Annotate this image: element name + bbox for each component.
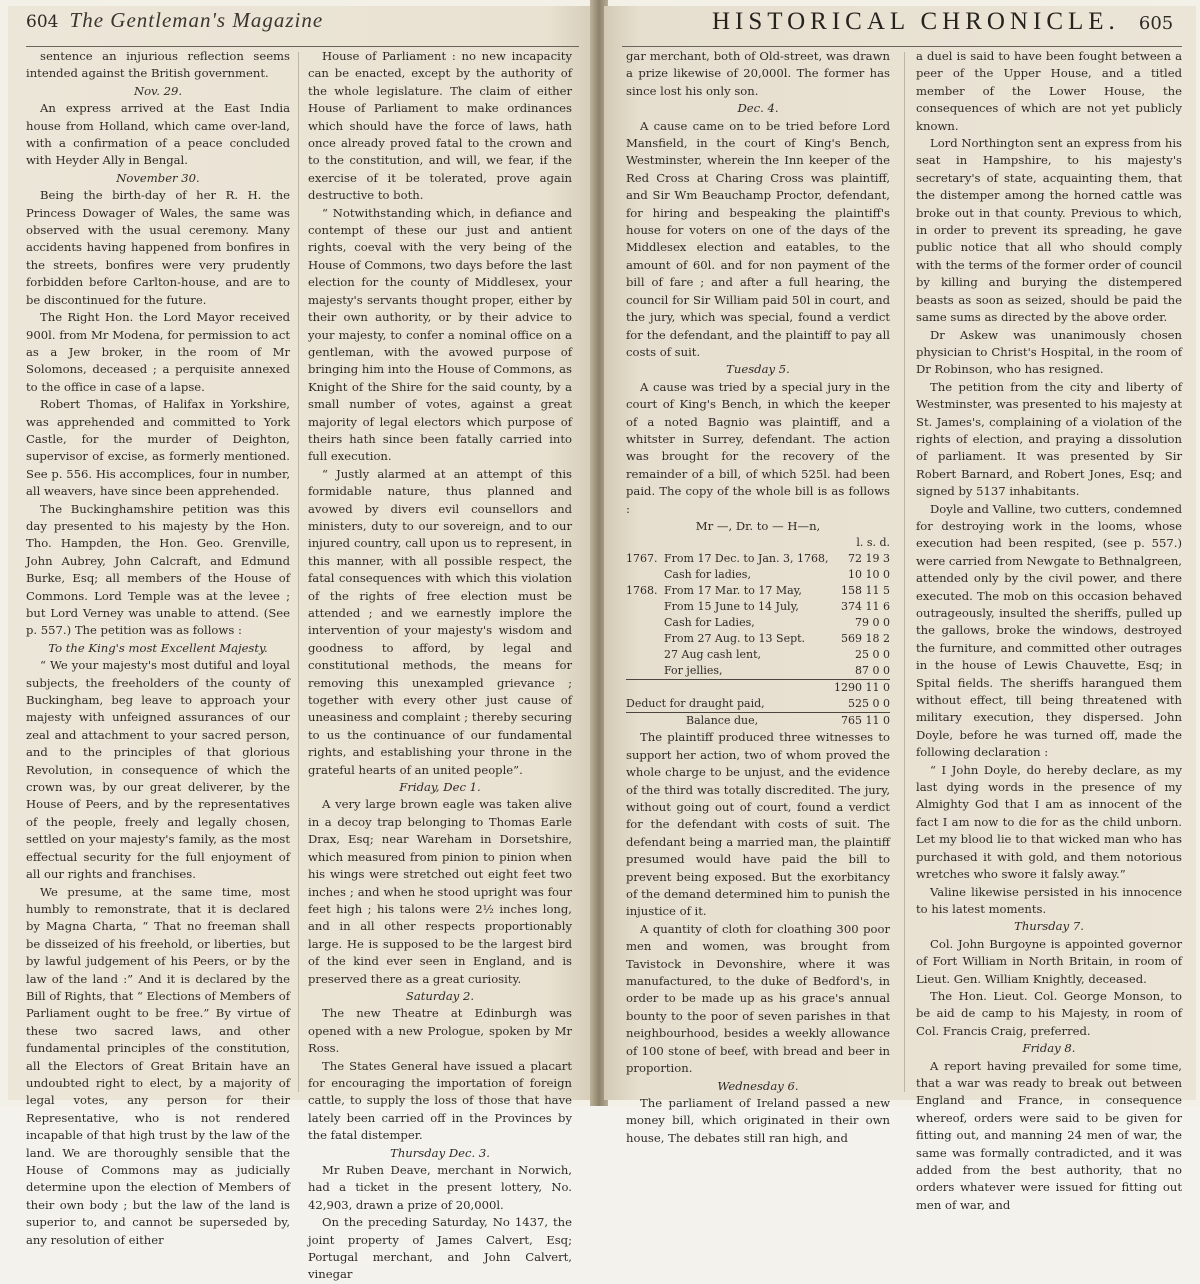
news-paragraph: The new Theatre at Edinburgh was opened with a new Prologue, spoken by Mr Ross. — [308, 1006, 572, 1056]
news-paragraph: We presume, at the same time, most humbly to remonstrate, that it is declared by Magna Charta, “ That no freeman shall be disseized of his freehold, or liberties, but by lawful judgement of his Peers, or by the law of the land :” And it is declared by the Bill of Rights, that “ Elections of Members of Parliament ought to be free.” By virtue of these two sacred laws, and other fundamental principles of the constitution, all the Electors of Great Britain have an undoubted right to elect, by a majority of legal votes, any person for their Representative, who is not rendered incapable of that high trust by the law of the land. We are thoroughly sensible that the House of Commons may as judicially determine upon the election of Members of their own body ; but the law of the land is superior to, and cannot be superseded by, any resolution of either — [26, 884, 290, 1247]
bill-table — [626, 535, 890, 729]
news-paragraph: Lord Northington sent an express from his seat in Hampshire, to his majesty's secretary's of state, acquainting them, that the distemper among the horned cattle was broke out in that county. Previous to which, in order to prevent its spreading, he gave public notice that all who should comply with the terms of the former order of council by killing and burying the distempered beasts as soon as seized, should be paid the same sums as directed by the above order. — [916, 136, 1182, 325]
bill-row — [626, 647, 890, 663]
news-paragraph: Col. John Burgoyne is appointed governor of Fort William in North Britain, in room of Lieut. Gen. William Knightly, deceased. — [916, 936, 1182, 986]
right-page-number: 605 — [1138, 13, 1174, 34]
right-column-2 — [916, 48, 1182, 1212]
bill-row — [626, 663, 890, 680]
news-paragraph: “ Justly alarmed at an attempt of this formidable nature, thus planned and avowed by divers evil counsellors and ministers, duty to our sovereign, and to our injured country, call upon us to represent, in this manner, with all possible respect, the fatal consequences with which this violation of the rights of free election must be attended ; and we earnestly implore the intervention of your majesty's wisdom and goodness to afford, by legal and constitutional methods, the means for removing this unexampled grievance ; together with every other just cause of uneasiness and complaint ; thereby securing to us the continuance of our fundamental rights, and establishing your throne in the grateful hearts of an united people”. — [308, 466, 572, 777]
news-paragraph: The parliament of Ireland passed a new money bill, which originated in their own house, The debates still ran high, and — [626, 1095, 890, 1145]
left-running-title: The Gentleman's Magazine — [69, 8, 324, 32]
news-paragraph: A cause was tried by a special jury in the court of King's Bench, in which the keeper of a noted Bagnio was plaintiff, and a whitster in Surrey, defendant. The action was brought for the recovery of the remainder of a bill, of which 525l. had been paid. The copy of the whole bill is as follows : — [626, 379, 890, 516]
bill-row — [626, 631, 890, 647]
news-paragraph: a duel is said to have been fought between a peer of the Upper House, and a titled member of the Lower House, the consequences of which are not yet publicly known. — [916, 49, 1182, 133]
right-column-1-bottom — [626, 729, 890, 1147]
bill-desc: Cash for ladies, — [664, 568, 751, 582]
bill-amount: 72 19 3 — [848, 552, 890, 566]
bill-total-row — [626, 680, 890, 697]
address-heading: To the King's most Excellent Majesty. — [48, 640, 268, 655]
news-paragraph: The Right Hon. the Lord Mayor received 900l. from Mr Modena, for permission to act as a Jew broker, in the room of Mr Solomons, deceased ; a perquisite annexed to the office in case of a lapse. — [26, 310, 290, 394]
right-page — [604, 6, 1196, 1212]
news-paragraph: On the preceding Saturday, No 1437, the joint property of James Calvert, Esq; Portugal merchant, and John Calvert, vinegar — [308, 1215, 572, 1282]
bill-year: 1768. — [626, 584, 658, 598]
date-heading: Friday 8. — [1022, 1041, 1076, 1056]
news-paragraph: “ I John Doyle, do hereby declare, as my last dying words in the presence of my Almighty God that I am as innocent of the fact I am now to die for as the child unborn. Let my blood lie to that wicked man who has purchased it with gold, and them notorious wretches who swore it falsly away.” — [916, 762, 1182, 882]
column-divider — [298, 52, 299, 1092]
bill-deduct-row — [626, 696, 890, 713]
bill-year — [626, 663, 664, 680]
bill-deduct-label: Deduct for draught paid, — [626, 697, 765, 711]
bill-heading: Mr —, Dr. to — H—n, — [695, 518, 821, 533]
bill-amount: 10 10 0 — [848, 568, 890, 582]
date-heading: November 30. — [116, 170, 200, 185]
bill-row — [626, 615, 890, 631]
bill-row — [626, 599, 890, 615]
bill-year — [626, 647, 664, 663]
bill-balance-row — [626, 713, 890, 730]
bill-balance: 765 11 0 — [830, 713, 890, 730]
news-paragraph: gar merchant, both of Old-street, was drawn a prize likewise of 20,000l. The former has since lost his only son. — [626, 49, 890, 98]
bill-year — [626, 615, 664, 631]
date-heading: Saturday 2. — [405, 988, 475, 1003]
header-rule — [26, 46, 579, 47]
news-paragraph: Dr Askew was unanimously chosen physician to Christ's Hospital, in the room of Dr Robinson, who has resigned. — [916, 327, 1182, 377]
bill-desc: From 17 Mar. to 17 May, — [664, 584, 802, 598]
right-column-1 — [626, 48, 890, 1145]
bill-deduct: 525 0 0 — [848, 697, 890, 711]
bill-amount: 87 0 0 — [855, 664, 890, 678]
news-paragraph: A report having prevailed for some time, that a war was ready to break out between England and France, in consequence whereof, orders were said to be given for fitting out, and manning 24 men of war, the same was formally contradicted, and it was added from the best authority, that no orders whatever were issued for fitting out men of war, and — [916, 1058, 1182, 1212]
right-column-1-top — [626, 48, 890, 535]
news-paragraph: A quantity of cloth for cloathing 300 poor men and women, was brought from Tavistock in Devonshire, where it was manufactured, to the duke of Bedford's, in order to be made up as his grace's annual bounty to the poor of seven parishes in that neighbourhood, besides a weekly allowance of 100 stone of beef, with bread and beer in proportion. — [626, 921, 890, 1076]
news-paragraph: The plaintiff produced three witnesses to support her action, two of whom proved the whole charge to be unjust, and the evidence of the third was totally discredited. The jury, without going out of court, found a verdict for the defendant with costs of suit. The defendant being a married man, the plaintiff presumed would have paid the bill to prevent being exposed. But the exorbitancy of the demand determined him to punish the injustice of it. — [626, 730, 890, 919]
bill-amount: 25 0 0 — [855, 648, 890, 662]
column-divider — [904, 52, 905, 1092]
left-column-2 — [308, 48, 572, 1282]
news-paragraph: The Hon. Lieut. Col. George Monson, to be aid de camp to his Majesty, in room of Col. Francis Craig, preferred. — [916, 988, 1182, 1038]
bill-row — [626, 583, 890, 599]
bill-row — [626, 551, 890, 567]
bill-amount: 374 11 6 — [841, 600, 890, 614]
bill-total: 1290 11 0 — [830, 680, 890, 697]
news-paragraph: Doyle and Valline, two cutters, condemned for destroying work in the looms, whose execution had been respited, (see p. 557.) were carried from Newgate to Bethnalgreen, attended only by the civil power, and there executed. The mob on this occasion behaved outrageously, insulted the sheriffs, pulled up the gallows, broke the windows, destroyed the furniture, and committed other outrages in the house of Lewis Chauvette, Esq; in Spital fields. The sheriffs harangued them without effect, till being threatened with military execution, they dispersed. John Doyle, before he was turned off, made the following declaration : — [916, 501, 1182, 760]
bill-year — [626, 599, 664, 615]
date-heading: Thursday Dec. 3. — [390, 1145, 490, 1160]
bill-year: 1767. — [626, 552, 658, 566]
bill-header-row — [626, 535, 890, 551]
date-heading: Tuesday 5. — [726, 362, 790, 377]
bill-desc: 27 Aug cash lent, — [664, 648, 762, 662]
bill-year — [626, 631, 664, 647]
news-paragraph: A very large brown eagle was taken alive in a decoy trap belonging to Thomas Earle Drax, Esq; near Wareham in Dorsetshire, which measured from pinion to pinion when his wings were stretched out eight feet two inches ; and when he stood upright was four feet high ; his talons were 2½ inches long, and in all other respects proportionably large. He is supposed to be the largest bird of the kind ever seen in England, and is preserved there as a great curiosity. — [308, 797, 572, 986]
bill-amount: 158 11 5 — [841, 584, 890, 598]
left-page-number: 604 — [26, 12, 59, 32]
header-rule — [622, 46, 1182, 47]
bill-row — [626, 567, 890, 583]
bill-desc: From 15 June to 14 July, — [664, 600, 799, 614]
bill-balance-label: Balance due, — [626, 713, 830, 730]
bill-desc: From 27 Aug. to 13 Sept. — [664, 632, 806, 646]
bill-amount: 79 0 0 — [855, 616, 890, 630]
news-paragraph: The petition from the city and liberty of Westminster, was presented to his majesty at St. James's, complaining of a violation of the rights of election, and praying a dissolution of parliament. It was presented by Sir Robert Barnard, and Robert Jones, Esq; and signed by 5137 inhabitants. — [916, 379, 1182, 499]
right-running-title: HISTORICAL CHRONICLE. — [712, 8, 1120, 35]
bill-year — [626, 567, 664, 583]
news-paragraph: sentence an injurious reflection seems intended against the British government. — [26, 49, 290, 81]
bill-desc: From 17 Dec. to Jan. 3, 1768, — [664, 552, 829, 566]
news-paragraph: “ Notwithstanding which, in defiance and contempt of these our just and antient rights, coeval with the very being of the House of Commons, two days before the last election for the county of Middlesex, your majesty's servants thought proper, either by their own authority, or by their advice to your majesty, to confer a nominal office on a gentleman, with the avowed purpose of bringing him into the House of Commons, as Knight of the Shire for the said county, by a small number of votes, against a great majority of legal electors which purpose of theirs hath since been fatally carried into full execution. — [308, 205, 572, 464]
bill-amount: 569 18 2 — [841, 632, 890, 646]
news-paragraph: House of Parliament : no new incapacity can be enacted, except by the authority of the whole legislature. The claim of either House of Parliament to make ordinances which should have the force of laws, hath once already proved fatal to the crown and to the constitution, and will, we fear, if the exercise of it be tolerated, prove again destructive to both. — [308, 49, 572, 203]
left-page — [8, 6, 593, 1282]
news-paragraph: “ We your majesty's most dutiful and loyal subjects, the freeholders of the county of Buckingham, beg leave to approach your majesty with unfeigned assurances of our zeal and attachment to your sacred person, and to the principles of that glorious Revolution, in consequence of which the crown was, by our great deliverer, by the House of Peers, and by the representatives of the people, freely and legally chosen, settled on your majesty's family, as the most effectual security for the full enjoyment of all our rights and franchises. — [26, 658, 290, 882]
bill-desc: For jellies, — [664, 664, 723, 678]
news-paragraph: Valine likewise persisted in his innocence to his latest moments. — [916, 884, 1182, 916]
date-heading: Dec. 4. — [737, 101, 779, 116]
date-heading: Thursday 7. — [1014, 919, 1084, 934]
news-paragraph: Being the birth-day of her R. H. the Princess Dowager of Wales, the same was observed with the usual ceremony. Many accidents having happened from bonfires in the streets, bonfires were very prudently forbidden before Carlton-house, and are to be discontinued for the future. — [26, 188, 290, 307]
news-paragraph: Robert Thomas, of Halifax in Yorkshire, was apprehended and committed to York Castle, for the murder of Deighton, supervisor of excise, as formerly mentioned. See p. 556. His accomplices, four in number, all weavers, have since been apprehended. — [26, 397, 290, 499]
news-paragraph: The States General have issued a placart for encouraging the importation of foreign cattle, to supply the loss of those that have lately been carried off in the Provinces by the fatal distemper. — [308, 1058, 572, 1143]
bill-currency-header: l. s. d. — [856, 536, 890, 550]
news-paragraph: Mr Ruben Deave, merchant in Norwich, had a ticket in the present lottery, No. 42,903, drawn a prize of 20,000l. — [308, 1163, 572, 1212]
date-heading: Wednesday 6. — [717, 1078, 799, 1093]
date-heading: Friday, Dec 1. — [399, 780, 481, 795]
bill-desc: Cash for Ladies, — [664, 616, 755, 630]
news-paragraph: An express arrived at the East India house from Holland, which came over-land, with a confirmation of a peace concluded with Heyder Ally in Bengal. — [26, 101, 290, 168]
news-paragraph: The Buckinghamshire petition was this day presented to his majesty by the Hon. Tho. Hampden, the Hon. Geo. Grenville, John Aubrey, John Calcraft, and Edmund Burke, Esq; all members of the House of Commons. Lord Temple was at the levee ; but Lord Verney was unable to attend. (See p. 557.) The petition was as follows : — [26, 501, 290, 638]
date-heading: Nov. 29. — [133, 83, 183, 98]
news-paragraph: A cause came on to be tried before Lord Mansfield, in the court of King's Bench, Westminster, wherein the Inn keeper of the Red Cross at Charing Cross was plaintiff, and Sir Wm Beauchamp Proctor, defendant, for hiring and bespeaking the plaintiff's house for voters on one of the days of the Middlesex election and eatables, to the amount of 60l. and for non payment of the bill of fare ; and after a full hearing, the council for Sir William paid 50l in court, and the jury, which was special, found a verdict for the defendant, and the plaintiff to pay all costs of suit. — [626, 118, 890, 359]
left-column-1 — [26, 48, 290, 1247]
